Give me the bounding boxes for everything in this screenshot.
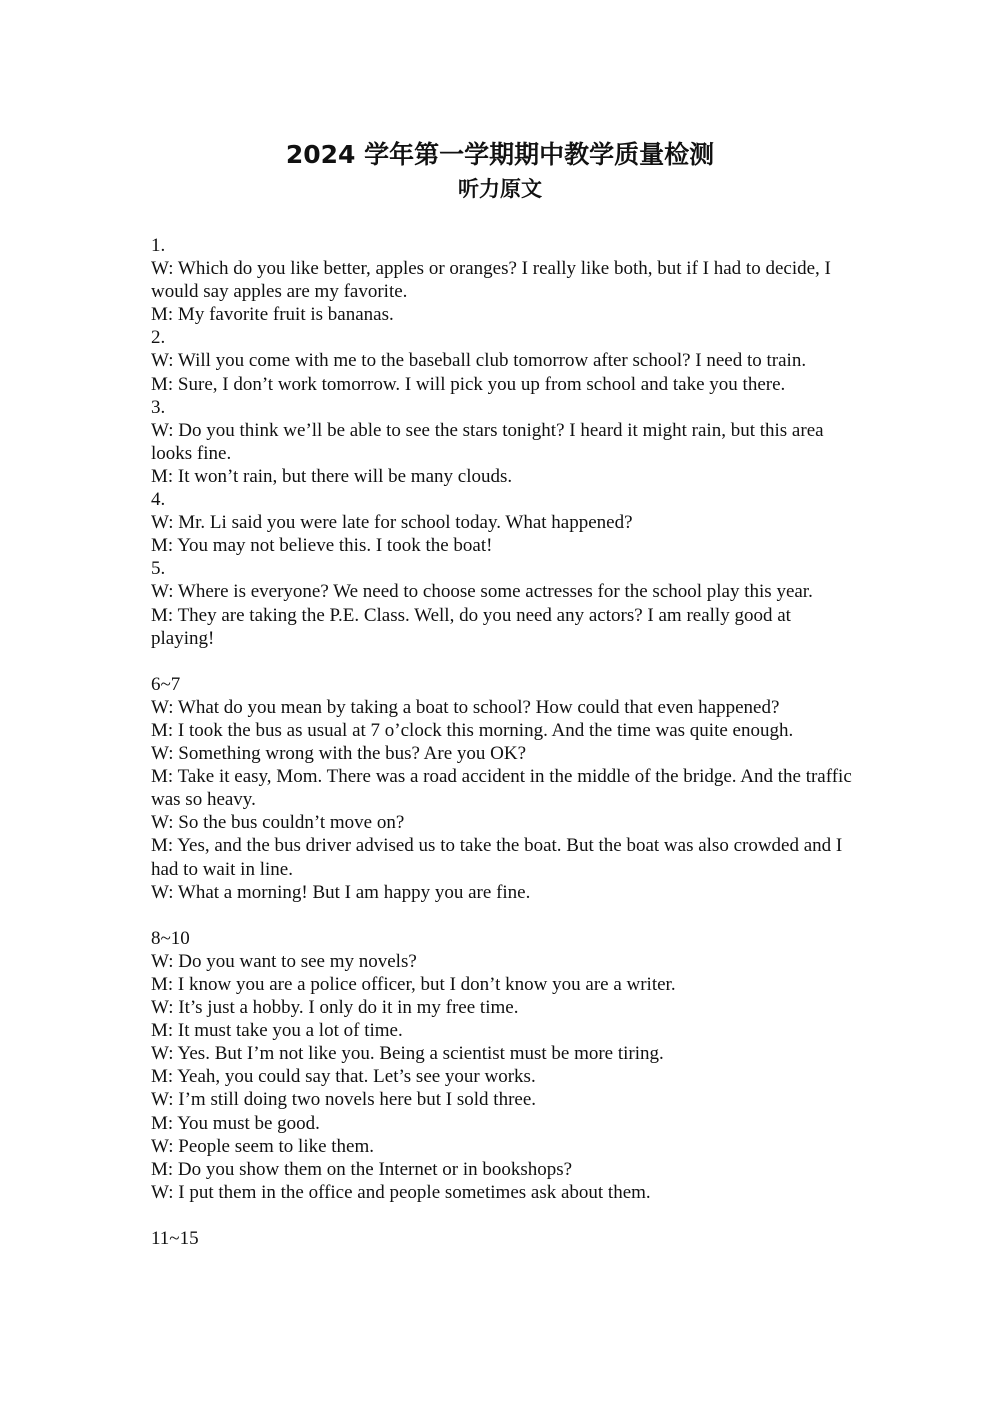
section-spacer [151,904,856,927]
dialogue-line: W: So the bus couldn’t move on? [151,812,405,834]
dialogue-line: M: Yes, and the bus driver advised us to take the boat. But the boat was also crowded and I had to wait in line. [151,835,843,880]
dialogue-line: W: It’s just a hobby. I only do it in my free time. [151,997,519,1019]
dialogue-line: M: It won’t rain, but there will be many clouds. [151,465,513,487]
section-label-2: 2. [151,327,166,349]
dialogue-line: W: Do you want to see my novels? [151,950,417,972]
page-subtitle: 听力原文 [458,177,542,201]
section-label-11-15: 11~15 [151,1228,199,1250]
page-title: 2024 学年第一学期期中教学质量检测 [285,140,715,169]
dialogue-line: W: Something wrong with the bus? Are you OK? [151,743,527,765]
section-spacer [151,650,856,673]
dialogue-line: W: Will you come with me to the baseball club tomorrow after school? I need to train. [151,350,807,372]
section-label-6-7: 6~7 [151,673,181,695]
dialogue-line: M: Take it easy, Mom. There was a road accident in the middle of the bridge. And the traffic was so heavy. [151,766,852,811]
dialogue-line: W: Yes. But I’m not like you. Being a scientist must be more tiring. [151,1043,664,1065]
dialogue-line: M: You must be good. [151,1112,320,1134]
section-label-3: 3. [151,396,166,418]
dialogue-line: W: I put them in the office and people sometimes ask about them. [151,1181,651,1203]
dialogue-line: W: What do you mean by taking a boat to school? How could that even happened? [151,696,780,718]
dialogue-line: W: Mr. Li said you were late for school today. What happened? [151,512,633,534]
section-label-1: 1. [151,235,166,256]
dialogue-line: M: Do you show them on the Internet or in bookshops? [151,1158,573,1180]
dialogue-line: W: People seem to like them. [151,1135,375,1157]
section-spacer [151,1204,856,1227]
dialogue-line: M: You may not believe this. I took the boat! [151,535,493,557]
dialogue-line: W: I’m still doing two novels here but I sold three. [151,1089,537,1111]
dialogue-line: M: It must take you a lot of time. [151,1020,403,1042]
dialogue-line: W: Which do you like better, apples or oranges? I really like both, but if I had to decide, I would say apples are my favorite. [151,258,831,303]
dialogue-line: M: I know you are a police officer, but I don’t know you are a writer. [151,974,676,995]
section-label-4: 4. [151,489,166,511]
dialogue-line: W: What a morning! But I am happy you are fine. [151,881,531,903]
dialogue-line: M: My favorite fruit is bananas. [151,304,394,326]
dialogue-line: W: Where is everyone? We need to choose some actresses for the school play this year. [151,581,813,603]
section-label-8-10: 8~10 [151,927,190,949]
dialogue-line: M: Yeah, you could say that. Let’s see your works. [151,1066,536,1088]
dialogue-line: W: Do you think we’ll be able to see the stars tonight? I heard it might rain, but this area looks fine. [151,419,824,464]
dialogue-line: M: Sure, I don’t work tomorrow. I will pick you up from school and take you there. [151,373,786,395]
transcript-body [151,234,856,1250]
dialogue-line: M: They are taking the P.E. Class. Well, do you need any actors? I am really good at playing! [151,604,791,649]
dialogue-line: M: I took the bus as usual at 7 o’clock this morning. And the time was quite enough. [151,719,794,741]
section-label-5: 5. [151,558,166,580]
